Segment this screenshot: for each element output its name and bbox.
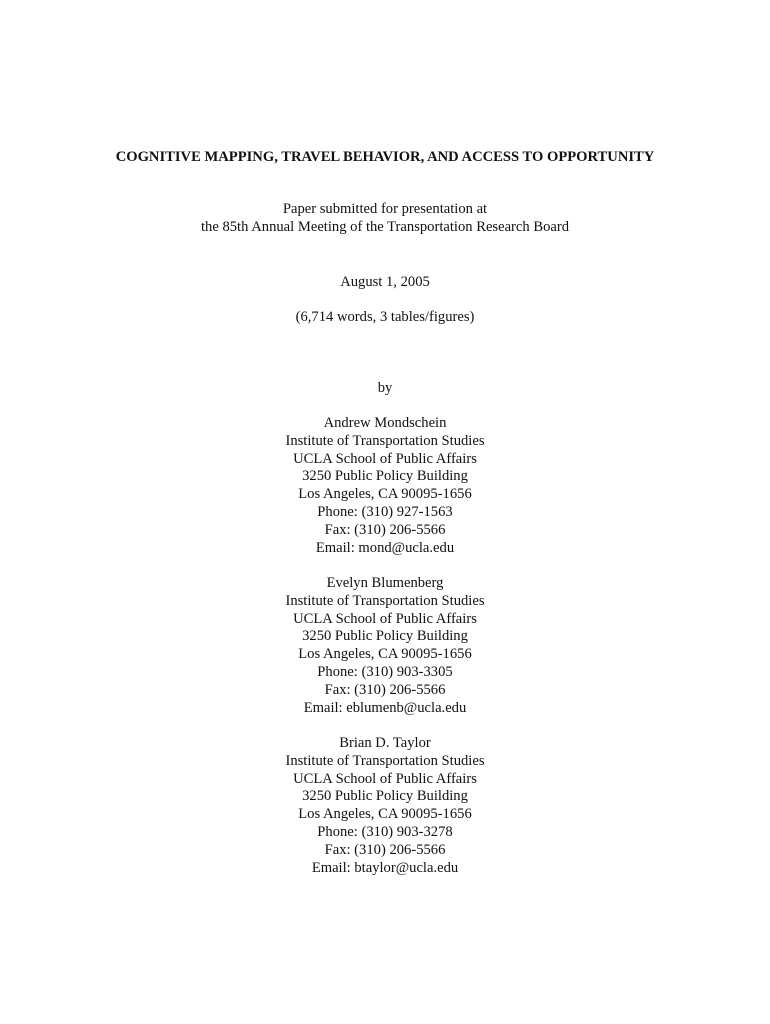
author-name: Brian D. Taylor: [339, 735, 431, 751]
submission-line-2: the 85th Annual Meeting of the Transportation Research Board: [200, 219, 570, 235]
author-school: UCLA School of Public Affairs: [293, 610, 477, 627]
author-building: 3250 Public Policy Building: [302, 628, 468, 645]
author-email: Email: btaylor@ucla.edu: [311, 859, 459, 876]
author-phone: Phone: (310) 903-3278: [317, 823, 453, 840]
author-name: Evelyn Blumenberg: [326, 575, 444, 591]
author-email: Email: mond@ucla.edu: [315, 539, 455, 556]
author-fax: Fax: (310) 206-5566: [324, 521, 446, 538]
word-count: (6,714 words, 3 tables/figures): [295, 309, 475, 325]
paper-title: COGNITIVE MAPPING, TRAVEL BEHAVIOR, AND ACCESS TO OPPORTUNITY: [115, 149, 655, 165]
author-city: Los Angeles, CA 90095-1656: [298, 646, 472, 663]
submission-date: August 1, 2005: [340, 274, 430, 290]
author-block: [0, 735, 770, 877]
author-building: 3250 Public Policy Building: [302, 468, 468, 485]
author-fax: Fax: (310) 206-5566: [324, 681, 446, 698]
author-institute: Institute of Transportation Studies: [285, 752, 485, 769]
author-building: 3250 Public Policy Building: [302, 788, 468, 805]
author-block: [0, 575, 770, 717]
author-email: Email: eblumenb@ucla.edu: [303, 699, 467, 716]
by-label: by: [377, 380, 393, 396]
author-name: Andrew Mondschein: [323, 415, 447, 431]
author-school: UCLA School of Public Affairs: [293, 450, 477, 467]
author-city: Los Angeles, CA 90095-1656: [298, 806, 472, 823]
author-institute: Institute of Transportation Studies: [285, 432, 485, 449]
author-city: Los Angeles, CA 90095-1656: [298, 486, 472, 503]
author-phone: Phone: (310) 903-3305: [317, 663, 453, 680]
author-phone: Phone: (310) 927-1563: [317, 503, 453, 520]
author-fax: Fax: (310) 206-5566: [324, 841, 446, 858]
author-institute: Institute of Transportation Studies: [285, 592, 485, 609]
author-school: UCLA School of Public Affairs: [293, 770, 477, 787]
submission-line-1: Paper submitted for presentation at: [282, 201, 488, 217]
author-block: [0, 415, 770, 557]
